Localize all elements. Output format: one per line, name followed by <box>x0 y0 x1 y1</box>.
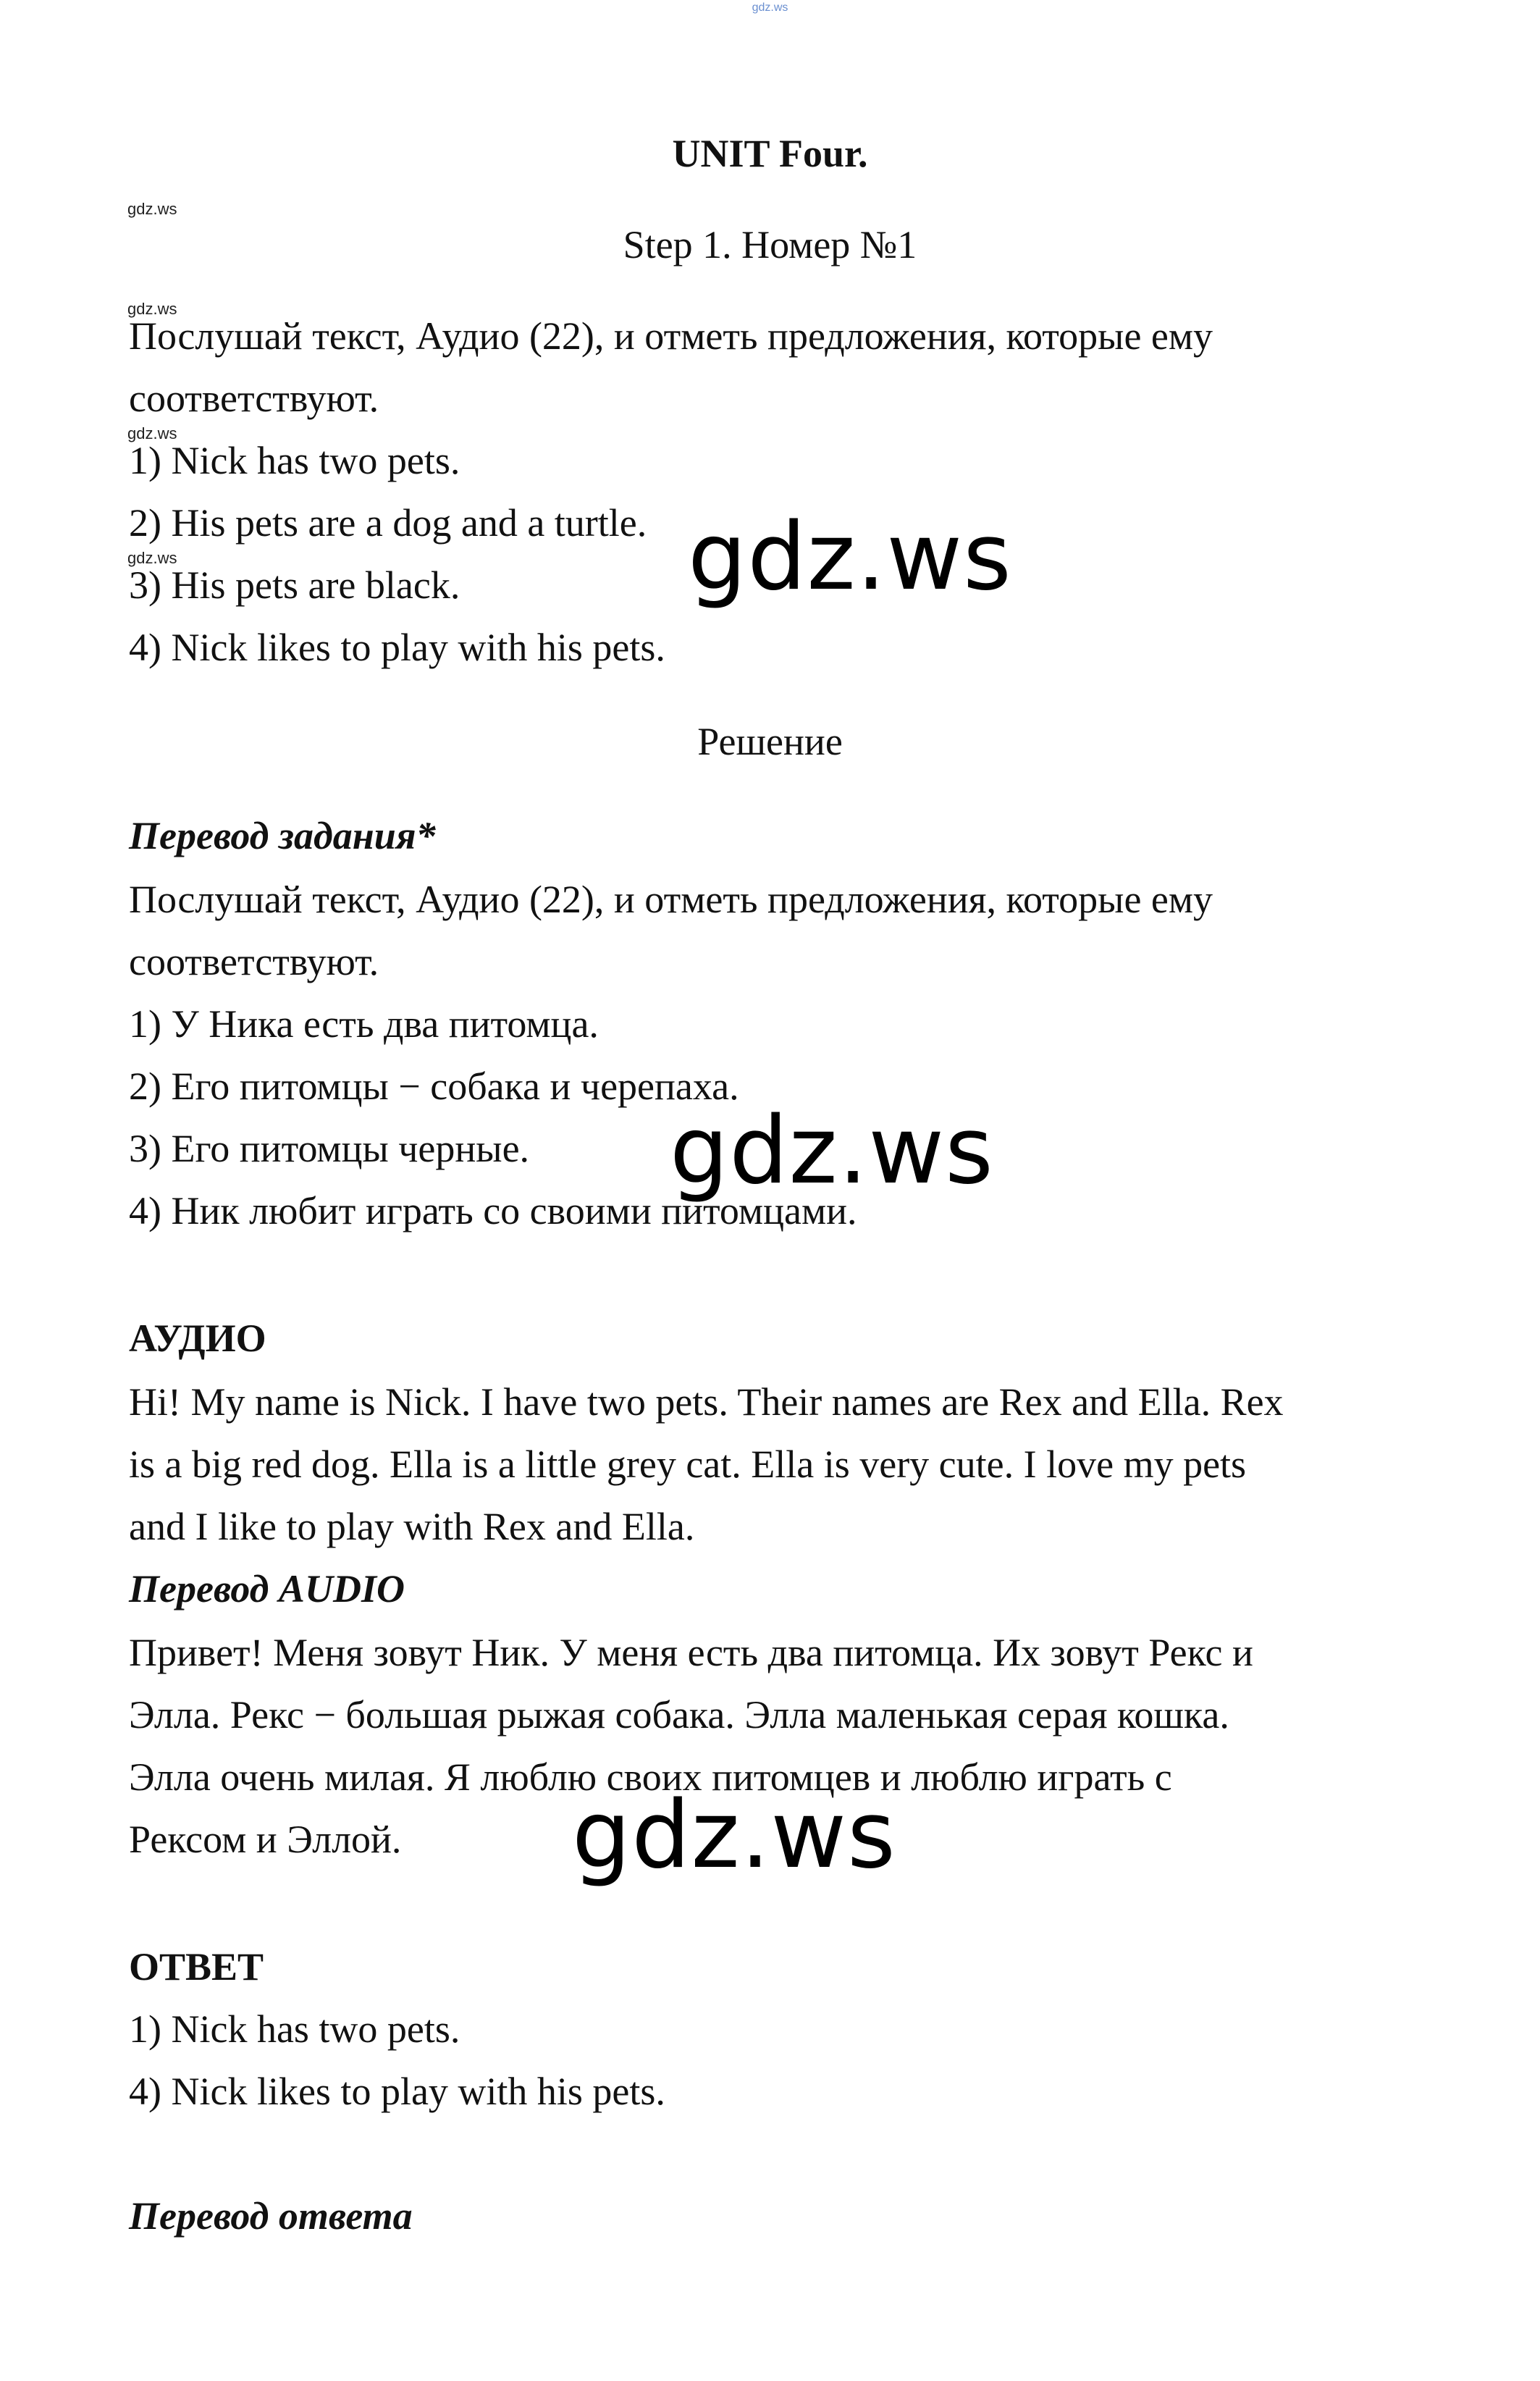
audio-translation-line: Привет! Меня зовут Ник. У меня есть два питомца. Их зовут Рекс и <box>129 1631 1253 1674</box>
task-item: 4) Nick likes to play with his pets. <box>129 626 665 669</box>
unit-title: UNIT Four. <box>672 132 868 175</box>
task-instruction-line: соответствуют. <box>129 377 379 420</box>
translation-item: 3) Его питомцы черные. <box>129 1127 530 1170</box>
large-watermark: gdz.ws <box>688 503 1012 611</box>
task-item: 2) His pets are a dog and a turtle. <box>129 501 647 545</box>
audio-translation-line: Элла очень милая. Я люблю своих питомцев и люблю играть с <box>129 1755 1172 1799</box>
small-watermark: gdz.ws <box>127 424 177 442</box>
step-title: Step 1. Номер №1 <box>623 223 917 266</box>
translation-item: 2) Его питомцы − собака и черепаха. <box>129 1064 739 1108</box>
audio-text-line: Hi! My name is Nick. I have two pets. Their names are Rex and Ella. Rex <box>129 1380 1284 1424</box>
translation-item: 1) У Ника есть два питомца. <box>129 1002 599 1046</box>
translation-instruction-line: соответствуют. <box>129 940 379 983</box>
audio-text-line: and I like to play with Rex and Ella. <box>129 1505 695 1548</box>
answer-item: 1) Nick has two pets. <box>129 2007 460 2051</box>
task-translation-heading: Перевод задания* <box>129 814 436 857</box>
solution-heading: Решение <box>697 720 843 763</box>
small-watermark: gdz.ws <box>127 300 177 318</box>
audio-heading: АУДИО <box>129 1317 266 1360</box>
audio-translation-line: Рексом и Эллой. <box>129 1818 402 1861</box>
task-item: 3) His pets are black. <box>129 563 460 607</box>
answer-translation-heading: Перевод ответа <box>129 2194 413 2238</box>
large-watermark: gdz.ws <box>670 1097 994 1205</box>
answer-heading: ОТВЕТ <box>129 1945 264 1989</box>
task-instruction-line: Послушай текст, Аудио (22), и отметь предложения, которые ему <box>129 314 1213 358</box>
translation-instruction-line: Послушай текст, Аудио (22), и отметь предложения, которые ему <box>129 878 1213 921</box>
audio-translation-heading: Перевод AUDIO <box>129 1567 405 1611</box>
small-watermark: gdz.ws <box>127 200 177 218</box>
audio-text-line: is a big red dog. Ella is a little grey cat. Ella is very cute. I love my pets <box>129 1443 1247 1486</box>
translation-item: 4) Ник любит играть со своими питомцами. <box>129 1189 857 1233</box>
answer-item: 4) Nick likes to play with his pets. <box>129 2070 665 2113</box>
large-watermark: gdz.ws <box>572 1781 896 1889</box>
task-item: 1) Nick has two pets. <box>129 439 460 482</box>
audio-translation-line: Элла. Рекс − большая рыжая собака. Элла маленькая серая кошка. <box>129 1693 1229 1737</box>
top-watermark: gdz.ws <box>752 1 788 14</box>
small-watermark: gdz.ws <box>127 549 177 567</box>
